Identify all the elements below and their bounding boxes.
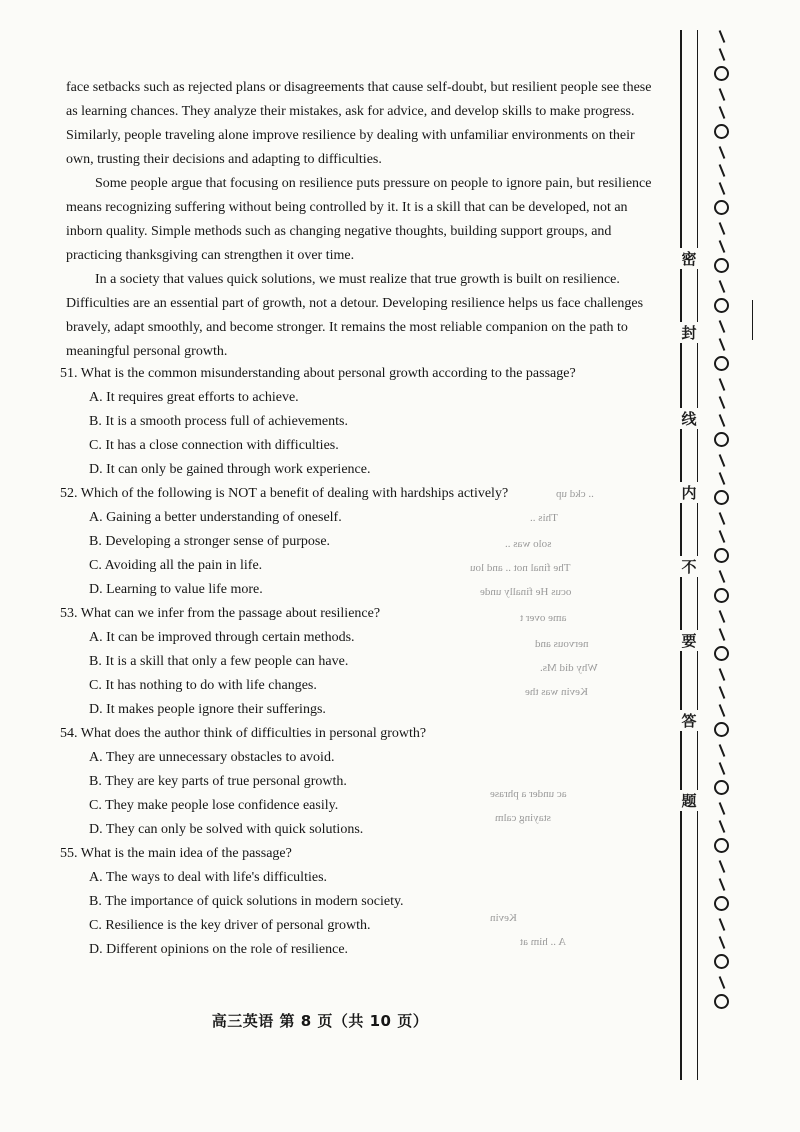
strip-tick-mark — [719, 106, 726, 119]
binding-strip-pattern — [712, 30, 734, 1080]
edge-mark — [752, 300, 753, 340]
binding-label-char: 答 — [674, 710, 704, 731]
strip-tick-mark — [719, 88, 726, 101]
strip-circle-mark — [714, 356, 729, 371]
option-list — [60, 386, 660, 482]
strip-tick-mark — [719, 570, 726, 583]
strip-circle-mark — [714, 66, 729, 81]
question-stem: 53. What can we infer from the passage about resilience? — [60, 606, 381, 621]
strip-tick-mark — [719, 628, 726, 641]
strip-tick-mark — [719, 704, 726, 717]
strip-tick-mark — [719, 30, 726, 43]
option-c: C. Resilience is the key driver of personal growth. — [89, 918, 371, 933]
strip-tick-mark — [719, 182, 726, 195]
strip-circle-mark — [714, 994, 729, 1009]
strip-tick-mark — [719, 802, 726, 815]
strip-tick-mark — [719, 668, 726, 681]
option-d: D. It can only be gained through work experience. — [89, 462, 371, 477]
question-51 — [60, 362, 660, 482]
option-d: D. Different opinions on the role of resilience. — [89, 942, 349, 957]
page-footer: 高三英语 第 8 页（共 10 页） — [211, 1012, 429, 1030]
binding-line-inner — [697, 30, 698, 1080]
binding-label-char: 要 — [674, 630, 704, 651]
option-d: D. Learning to value life more. — [89, 582, 263, 597]
strip-tick-mark — [719, 530, 726, 543]
strip-circle-mark — [714, 200, 729, 215]
passage-paragraph-2: Some people argue that focusing on resilience puts pressure on people to ignore pain, but resilience means recognizing suffering without being controlled by it. It is a skill that can be developed, not an inborn quality. Simple methods such as changing negative thoughts, building support groups, and practicing thanksgiving can strengthen it over time. — [66, 176, 652, 263]
strip-tick-mark — [719, 820, 726, 833]
option-b: B. It is a smooth process full of achievements. — [89, 414, 348, 429]
strip-circle-mark — [714, 646, 729, 661]
passage-paragraph-1: face setbacks such as rejected plans or disagreements that cause self-doubt, but resilient people see these as learning chances. They analyze their mistakes, ask for advice, and develop skills to make progress. Similarly, people traveling alone improve resilience by dealing with unfamiliar environments on their own, trusting their decisions and adapting to difficulties. — [66, 80, 652, 167]
strip-tick-mark — [719, 320, 726, 333]
binding-line — [680, 30, 682, 1080]
strip-circle-mark — [714, 432, 729, 447]
strip-tick-mark — [719, 918, 726, 931]
option-c: C. It has nothing to do with life changes. — [89, 678, 317, 693]
option-b: B. Developing a stronger sense of purpose. — [89, 534, 331, 549]
option-d: D. They can only be solved with quick solutions. — [89, 822, 364, 837]
option-c: C. It has a close connection with difficulties. — [89, 438, 339, 453]
strip-tick-mark — [719, 164, 726, 177]
binding-label-char: 线 — [674, 408, 704, 429]
strip-tick-mark — [719, 860, 726, 873]
question-stem: 51. What is the common misunderstanding about personal growth according to the passage? — [60, 366, 576, 381]
option-b: B. They are key parts of true personal growth. — [89, 774, 347, 789]
strip-tick-mark — [719, 338, 726, 351]
strip-tick-mark — [719, 240, 726, 253]
strip-tick-mark — [719, 610, 726, 623]
strip-circle-mark — [714, 548, 729, 563]
strip-circle-mark — [714, 780, 729, 795]
strip-tick-mark — [719, 472, 726, 485]
strip-tick-mark — [719, 146, 726, 159]
exam-page: face setbacks such as rejected plans or disagreements that cause self-doubt, but resilient people see these as learning chances. They analyze their mistakes, ask for advice, and develop skills to make progress. Similarly, people traveling alone improve resilience by dealing with unfamiliar environments on their own, trusting their decisions and adapting to difficulties. Some people argue that focusing on resilience puts pressure on people to ignore pain, but resilience means recognizing suffering without being controlled by it. It is a skill that can be developed, not an inborn quality. Simple methods such as changing negative thoughts, building support groups, and practicing thanksgiving can strengthen it over time. In a society that values quick solutions, we must realize that true growth is built on resilience. Difficulties are an essential part of growth, not a detour. Developing resilience helps us face challenges bravely, adapt smoothly, and become stronger. It remains the most reliable companion on the path to meaningful personal growth. 51. What is the common misunderstanding about personal growth according to the passage? A. It requires great efforts to achieve. B. It is a smooth process full of achievements. C. It has a close connection with difficulties. D. It can only be gained through work experience. 52. Which of the following is NOT a benefit of dealing with hardships actively? A. Gaining a better understanding of oneself. B. Developing a stronger sense of purpose. C. Avoiding all the pain in life. D. Learning to value life more. 53. What can we infer from the passage about resilience? A. It can be improved through certain methods. B. It is a skill that only a few people can have. C. It has nothing to do with life changes. D. It makes people ignore their sufferings. 54. What does the author think of difficulties in personal growth? A. They are unnecessary obstacles to avoid. B. They are key parts of true personal growth. C. They make people lose confidence easily. D. They can only be solved with quick solutions. 55. What is the main idea of the passage? A. The ways to deal with life's difficulties. B. The importance of quick solutions in modern society. C. Resilience is the key driver of personal growth. D. Different opinions on the role of resilience. 高三英语 第 8 页（共 10 页） 密 封 线 内 不 要 答 题 .. ckd up This .. solo was .. The final not .. and lou ocus He finally unde ame over t nervous and Why did Ms. Kevin was the ac under a phrase staying calm Kevin A .. him at — [0, 0, 800, 1132]
option-a: A. Gaining a better understanding of oneself. — [89, 510, 342, 525]
strip-tick-mark — [719, 976, 726, 989]
question-55 — [60, 842, 660, 962]
strip-circle-mark — [714, 124, 729, 139]
strip-tick-mark — [719, 512, 726, 525]
strip-circle-mark — [714, 258, 729, 273]
option-list — [60, 866, 660, 962]
strip-tick-mark — [719, 686, 726, 699]
binding-label-char: 题 — [674, 790, 704, 811]
strip-circle-mark — [714, 838, 729, 853]
strip-circle-mark — [714, 298, 729, 313]
passage-paragraph-3: In a society that values quick solutions, we must realize that true growth is built on resilience. Difficulties are an essential part of growth, not a detour. Developing resilience helps us face challenges bravely, adapt smoothly, and become stronger. It remains the most reliable companion on the path to meaningful personal growth. — [66, 272, 644, 359]
strip-circle-mark — [714, 722, 729, 737]
binding-label-char: 不 — [674, 556, 704, 577]
strip-circle-mark — [714, 954, 729, 969]
option-list — [60, 746, 660, 842]
strip-circle-mark — [714, 490, 729, 505]
strip-tick-mark — [719, 936, 726, 949]
option-b: B. It is a skill that only a few people can have. — [89, 654, 349, 669]
strip-tick-mark — [719, 414, 726, 427]
strip-tick-mark — [719, 878, 726, 891]
option-b: B. The importance of quick solutions in modern society. — [89, 894, 404, 909]
option-a: A. The ways to deal with life's difficulties. — [89, 870, 328, 885]
strip-tick-mark — [719, 378, 726, 391]
reading-passage — [66, 76, 656, 364]
question-54 — [60, 722, 660, 842]
question-52 — [60, 482, 660, 602]
strip-tick-mark — [719, 222, 726, 235]
strip-tick-mark — [719, 454, 726, 467]
strip-tick-mark — [719, 744, 726, 757]
strip-tick-mark — [719, 396, 726, 409]
strip-tick-mark — [719, 762, 726, 775]
option-a: A. It requires great efforts to achieve. — [89, 390, 299, 405]
binding-label-char: 密 — [674, 248, 704, 269]
strip-circle-mark — [714, 896, 729, 911]
strip-circle-mark — [714, 588, 729, 603]
question-stem: 55. What is the main idea of the passage? — [60, 846, 292, 861]
binding-label-char: 封 — [674, 322, 704, 343]
strip-tick-mark — [719, 48, 726, 61]
question-stem: 52. Which of the following is NOT a benefit of dealing with hardships actively? — [60, 486, 509, 501]
binding-label-char: 内 — [674, 482, 704, 503]
option-c: C. Avoiding all the pain in life. — [89, 558, 263, 573]
option-d: D. It makes people ignore their sufferings. — [89, 702, 326, 717]
option-c: C. They make people lose confidence easily. — [89, 798, 339, 813]
option-a: A. It can be improved through certain methods. — [89, 630, 355, 645]
option-a: A. They are unnecessary obstacles to avoid. — [89, 750, 335, 765]
strip-tick-mark — [719, 280, 726, 293]
question-stem: 54. What does the author think of difficulties in personal growth? — [60, 726, 427, 741]
